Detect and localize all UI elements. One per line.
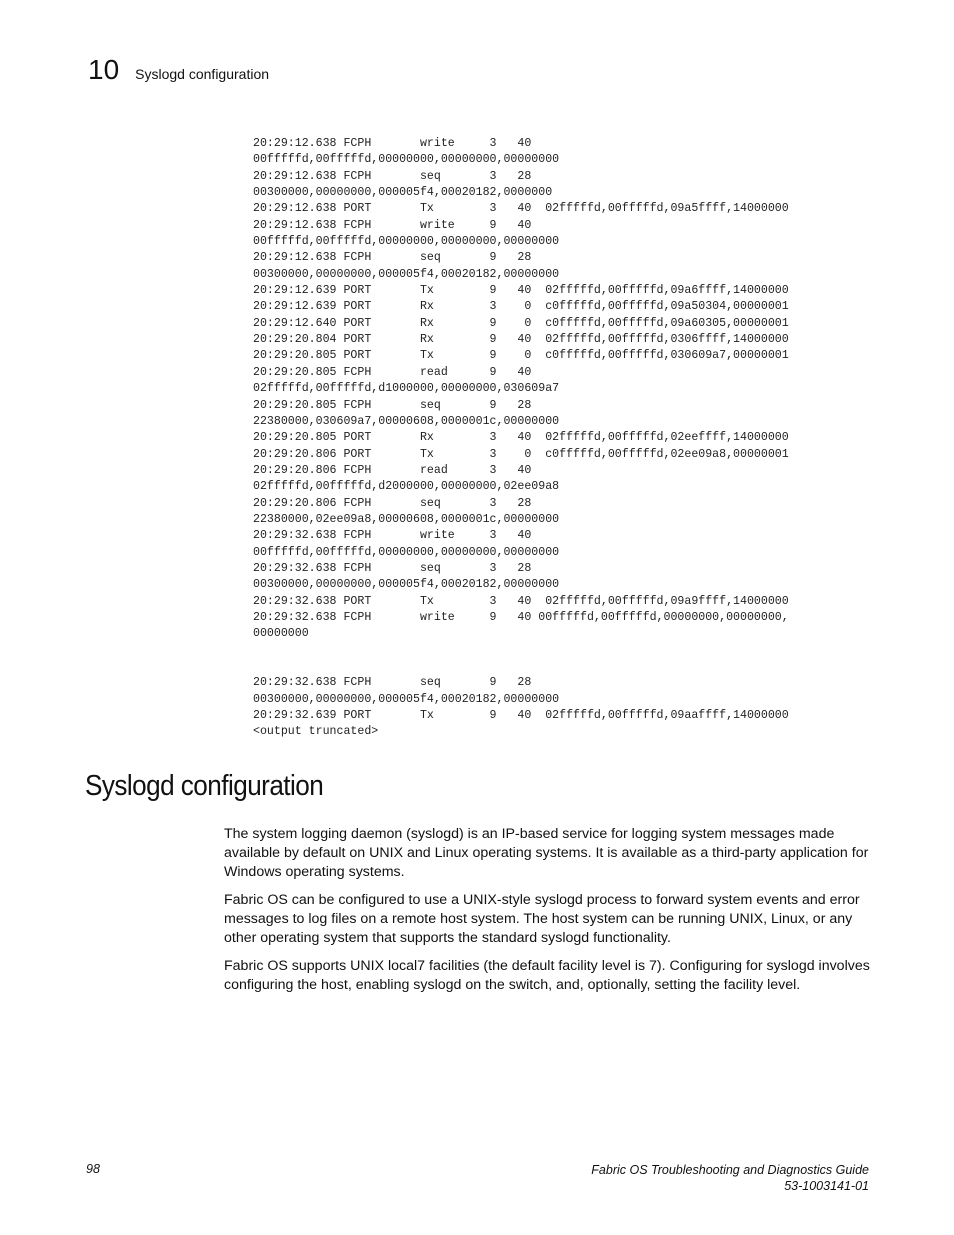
code-line: 00fffffd,00fffffd,00000000,00000000,00000000: [253, 153, 560, 167]
code-line: 20:29:32.638 FCPH write 3 40: [253, 529, 532, 543]
code-line: 00000000: [253, 627, 309, 641]
code-line: 20:29:20.806 FCPH read 3 40: [253, 463, 532, 477]
code-line: 20:29:20.805 FCPH read 9 40: [253, 365, 532, 379]
code-line: 20:29:12.638 FCPH write 3 40: [253, 137, 532, 150]
code-line: 20:29:32.638 PORT Tx 3 40 02fffffd,00fffffd,09a9ffff,14000000: [253, 594, 789, 608]
code-line: 20:29:32.639 PORT Tx 9 40 02fffffd,00fffffd,09aaffff,14000000: [253, 709, 789, 723]
code-line: 20:29:12.639 PORT Rx 3 0 c0fffffd,00fffffd,09a50304,00000001: [253, 300, 789, 314]
code-line: 20:29:20.805 PORT Rx 3 40 02fffffd,00fffffd,02eeffff,14000000: [253, 431, 789, 445]
code-line: 02fffffd,00fffffd,d2000000,00000000,02ee09a8: [253, 480, 560, 494]
code-line: 20:29:12.639 PORT Tx 9 40 02fffffd,00fffffd,09a6ffff,14000000: [253, 284, 789, 298]
paragraph: The system logging daemon (syslogd) is an IP-based service for logging system messages made available by default on UNIX and Linux operating systems. It is available as a third-party application for Windows operating systems.: [224, 826, 869, 880]
code-line: 20:29:20.806 FCPH seq 3 28: [253, 496, 532, 510]
code-line: [253, 659, 789, 675]
code-line: 00300000,00000000,000005f4,00020182,0000000: [253, 186, 553, 200]
section-heading: Syslogd configuration: [85, 770, 324, 802]
code-line: 00300000,00000000,000005f4,00020182,00000000: [253, 692, 560, 706]
code-line: 00300000,00000000,000005f4,00020182,00000000: [253, 578, 560, 592]
code-line: 20:29:32.638 FCPH seq 9 28: [253, 676, 532, 690]
code-line: 22380000,030609a7,00000608,0000001c,00000000: [253, 414, 560, 428]
code-line: 20:29:12.640 PORT Rx 9 0 c0fffffd,00fffffd,09a60305,00000001: [253, 316, 789, 330]
code-line: 20:29:32.638 FCPH write 9 40 00fffffd,00fffffd,00000000,00000000,: [253, 610, 789, 624]
chapter-header: [88, 54, 269, 86]
code-line: 00300000,00000000,000005f4,00020182,00000000: [253, 267, 560, 281]
code-line: 20:29:32.638 FCPH seq 3 28: [253, 561, 532, 575]
chapter-number: 10: [88, 54, 120, 85]
code-line: 20:29:20.805 FCPH seq 9 28: [253, 398, 532, 412]
code-line: 22380000,02ee09a8,00000608,0000001c,00000000: [253, 512, 560, 526]
section-body: [224, 825, 872, 1004]
code-line: 00fffffd,00fffffd,00000000,00000000,00000000: [253, 545, 560, 559]
footer-doc-number: 53-1003141-01: [784, 1179, 869, 1193]
page-number: 98: [86, 1162, 100, 1176]
code-line: 02fffffd,00fffffd,d1000000,00000000,030609a7: [253, 382, 560, 396]
code-line: 20:29:12.638 PORT Tx 3 40 02fffffd,00fffffd,09a5ffff,14000000: [253, 202, 789, 216]
footer-doc-info: [591, 1162, 869, 1194]
code-line: 20:29:20.804 PORT Rx 9 40 02fffffd,00fffffd,0306ffff,14000000: [253, 333, 789, 347]
paragraph: Fabric OS can be configured to use a UNIX-style syslogd process to forward system events and error messages to log files on a remote host system. The host system can be running UNIX, Linux, or any other operating system that supports the standard syslogd functionality.: [224, 892, 860, 946]
code-line: 20:29:12.638 FCPH seq 3 28: [253, 169, 532, 183]
code-line: 20:29:20.805 PORT Tx 9 0 c0fffffd,00fffffd,030609a7,00000001: [253, 349, 789, 363]
code-output-block: [253, 136, 789, 741]
code-line: 00fffffd,00fffffd,00000000,00000000,00000000: [253, 235, 560, 249]
code-line: <output truncated>: [253, 725, 379, 739]
footer-doc-title: Fabric OS Troubleshooting and Diagnostics Guide: [591, 1163, 869, 1177]
code-line: [253, 643, 789, 659]
chapter-title: Syslogd configuration: [135, 66, 270, 82]
code-line: 20:29:12.638 FCPH write 9 40: [253, 218, 532, 232]
paragraph: Fabric OS supports UNIX local7 facilities (the default facility level is 7). Configuring for syslogd involves configuring the host, enabling syslogd on the switch, and, optionally, setting the facility level.: [224, 958, 870, 993]
code-line: 20:29:20.806 PORT Tx 3 0 c0fffffd,00fffffd,02ee09a8,00000001: [253, 447, 789, 461]
code-line: 20:29:12.638 FCPH seq 9 28: [253, 251, 532, 265]
